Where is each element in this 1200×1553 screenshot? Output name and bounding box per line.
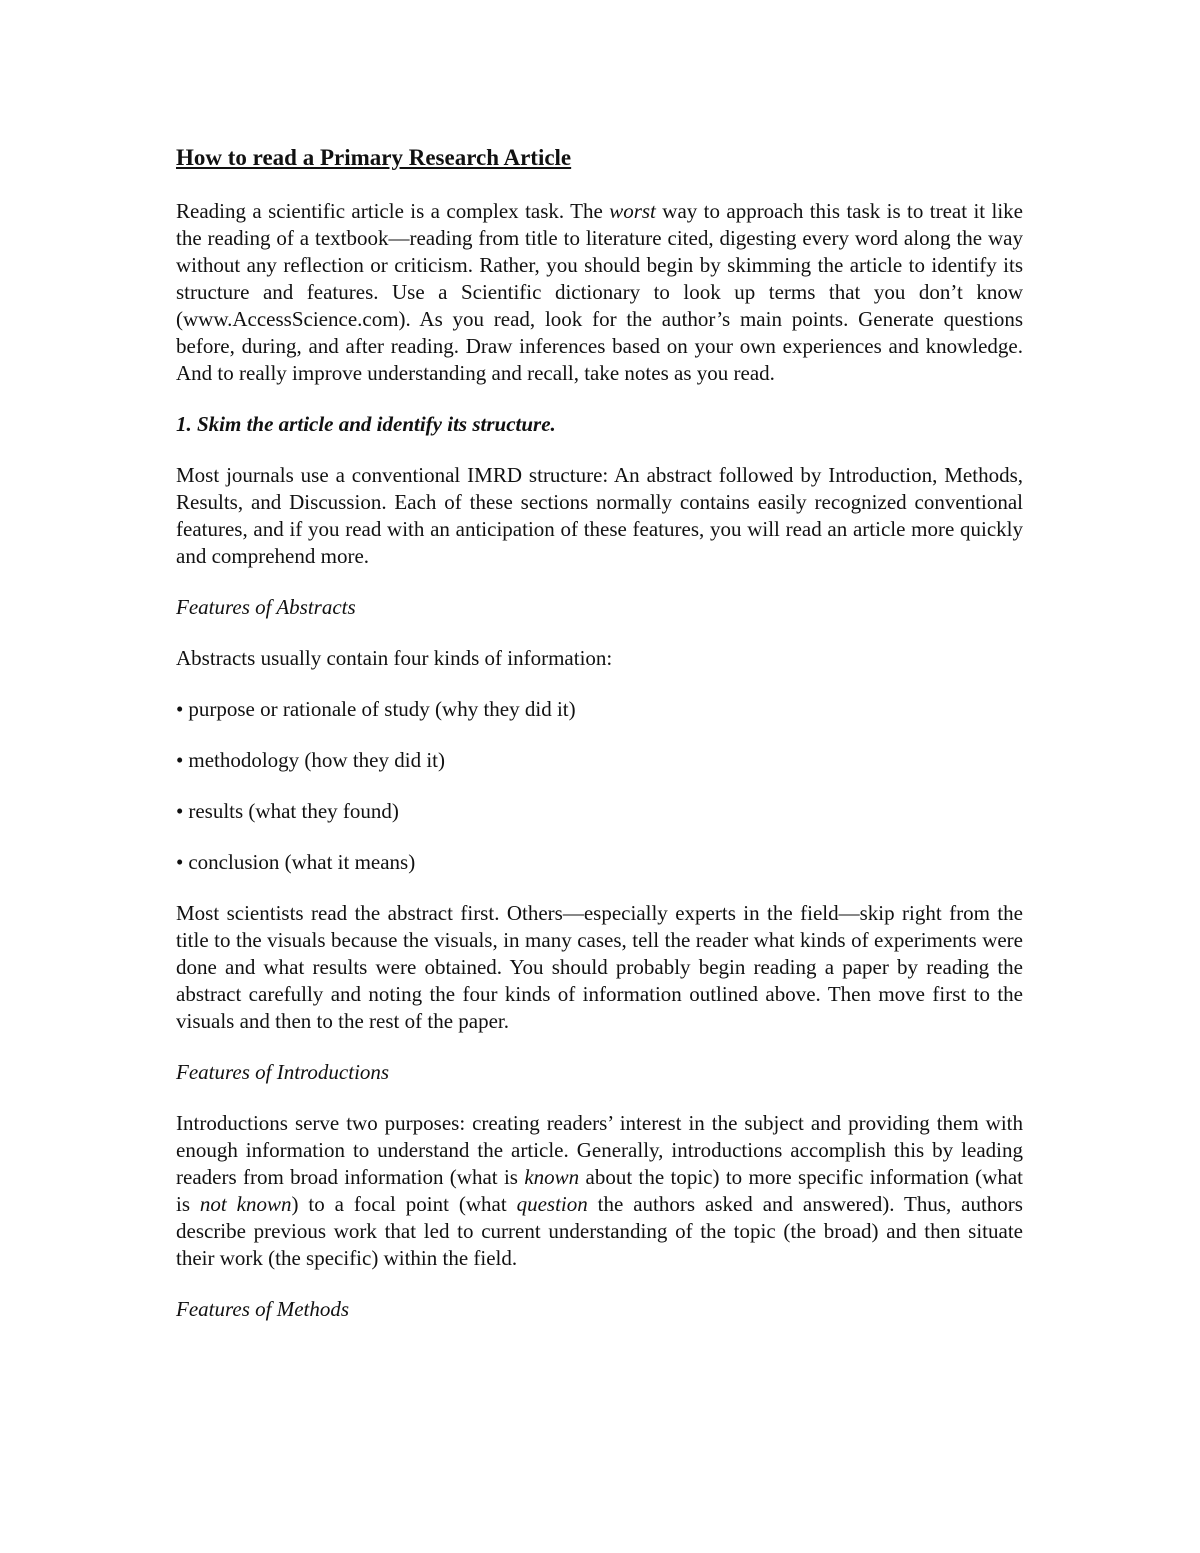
bullet-dot: • [176,799,184,823]
abstract-bullet-results [176,798,1023,825]
methods-heading: Features of Methods [176,1297,350,1321]
introductions-text-3: ) to a focal point (what [291,1192,517,1216]
introductions-text-1: Introductions serve two purposes: creating readers’ interest in the subject and providing them with enough information to understand the article. Generally, introductions accomplish this by leading readers from broad information (what is [176,1111,1023,1189]
introductions-emphasis-known: known [524,1165,580,1189]
bullet-text: results (what they found) [188,799,399,823]
document-title: How to read a Primary Research Article [176,145,572,170]
abstracts-heading: Features of Abstracts [176,595,356,619]
introductions-body [176,1110,1023,1272]
introductions-text-2: about the topic) to more specific information (what is [176,1165,1023,1216]
intro-text-1: Reading a scientific article is a complex task. The [176,199,610,223]
bullet-text: methodology (how they did it) [188,748,445,772]
abstract-bullet-methodology [176,747,1023,774]
bullet-text: conclusion (what it means) [188,850,416,874]
section-1-body: Most journals use a conventional IMRD structure: An abstract followed by Introduction, Methods, Results, and Discussion. Each of these sections normally contains easily recognized conventional features, and if you read with an anticipation of these features, you will read an article more quickly and comprehend more. [176,463,1023,568]
bullet-dot: • [176,697,184,721]
bullet-dot: • [176,748,184,772]
document-page [176,144,1023,1347]
intro-text-2: way to approach this task is to treat it like the reading of a textbook—reading from title to literature cited, digesting every word along the way without any reflection or criticism. Rather, you should begin by skimming the article to identify its structure and features. Use a Scientific dictionary to look up terms that you don’t know (www.AccessScience.com). As you read, look for the author’s main points. Generate questions before, during, and after reading. Draw inferences based on your own experiences and knowledge. And to really improve understanding and recall, take notes as you read. [176,199,1024,385]
abstract-bullet-conclusion [176,849,1023,876]
abstracts-intro: Abstracts usually contain four kinds of information: [176,646,613,670]
introductions-heading: Features of Introductions [176,1060,390,1084]
intro-emphasis-worst: worst [609,199,656,223]
abstract-bullet-purpose [176,696,1023,723]
introductions-emphasis-not-known: not known [199,1192,292,1216]
section-1-heading: 1. Skim the article and identify its structure. [176,412,556,436]
introductions-text-4: the authors asked and answered). Thus, authors describe previous work that led to current understanding of the topic (the broad) and then situate their work (the specific) within the field. [176,1192,1023,1270]
bullet-dot: • [176,850,184,874]
bullet-text: purpose or rationale of study (why they did it) [188,697,576,721]
introductions-emphasis-question: question [516,1192,588,1216]
intro-paragraph [176,198,1023,387]
abstracts-body: Most scientists read the abstract first. Others—especially experts in the field—skip right from the title to the visuals because the visuals, in many cases, tell the reader what kinds of experiments were done and what results were obtained. You should probably begin reading a paper by reading the abstract carefully and noting the four kinds of information outlined above. Then move first to the visuals and then to the rest of the paper. [176,901,1023,1033]
